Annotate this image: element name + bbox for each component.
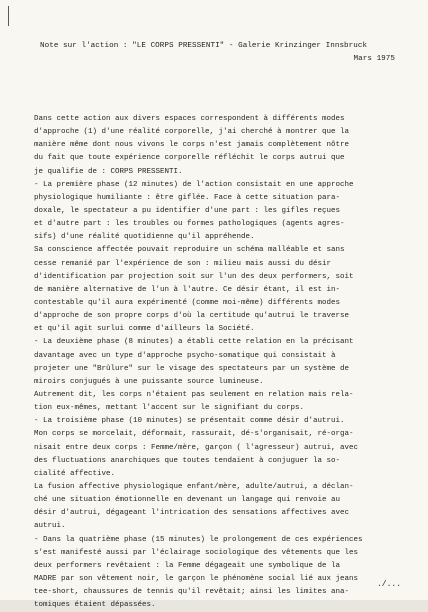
text-line: MADRE par son vêtement noir, le garçon le phénomène social lié aux jeans: [34, 574, 359, 583]
text-line: doxale, le spectateur a pu identifier d'une part : les gifles reçues: [34, 206, 341, 215]
text-line: nisait entre deux corps : Femme/mère, garçon ( l'agresseur) autrui, avec: [34, 443, 359, 452]
text-line: Dans cette action aux divers espaces correspondent à différents modes: [34, 115, 345, 123]
text-line: Mon corps se morcelait, déformait, rassurait, dé-s'organisait, ré-orga-: [34, 430, 354, 439]
header: [0, 0, 428, 90]
text-line: - La troisième phase (10 minutes) se présentait comme désir d'autrui.: [34, 417, 345, 426]
text-line: d'approche de son propre corps d'où la certitude qu'autrui le traverse: [34, 312, 350, 321]
text-line: tion eux-mêmes, mettant l'accent sur le signifiant du corps.: [34, 404, 305, 413]
text-line: davantage avec un type d'approche psycho-somatique qui consistait à: [34, 351, 336, 360]
text-line: d'identification par projection soit sur l'un des deux performers, soit: [34, 272, 354, 281]
text-line: - Dans la quatrième phase (15 minutes) le prolongement de ces expériences: [34, 535, 363, 544]
text-line: et qu'il agit surlui comme d'ailleurs la Société.: [34, 325, 255, 334]
text-line: - La première phase (12 minutes) de l'action consistait en une approche: [34, 180, 354, 189]
text-line: contestable qu'il aura expérimenté (comme moi-même) différents modes: [34, 298, 341, 307]
text-line: ché une situation émotionnelle en devenant un langage qui renvoie au: [34, 496, 341, 505]
text-line: de manière alternative de l'un à l'autre. Ce désir étant, il est in-: [34, 285, 341, 294]
text-line: - La deuxième phase (8 minutes) a établi cette relation en la précisant: [34, 338, 354, 347]
text-line: autrui.: [34, 522, 66, 531]
text-line: manière même dont nous vivons le corps n'est jamais complètement nôtre: [34, 141, 350, 150]
text-line: miroirs conjugués à une puissante source lumineuse.: [34, 377, 264, 386]
text-line: deux performers revêtaient : la Femme dégageait une symbolique de la: [34, 561, 341, 570]
text-line: d'approche (1) d'une réalité corporelle, j'ai cherché à montrer que la: [34, 128, 350, 137]
text-line: cialité affective.: [34, 469, 116, 478]
text-line: je qualifie de : CORPS PRESSENTI.: [34, 167, 183, 176]
text-line: sifs) d'une réalité quotidienne qu'il appréhende.: [34, 233, 255, 242]
text-line: tomiques étaient dépassées.: [34, 601, 156, 610]
body-text: [34, 113, 424, 612]
text-line: et d'autre part : les troubles ou formes pathologiques (agents agres-: [34, 220, 345, 229]
text-line: cesse remanié par l'expérience de son : milieu mais aussi du désir: [34, 259, 332, 268]
text-line: désir d'autrui, dégageant l'intrication des sensations affectives avec: [34, 509, 350, 518]
text-line: Sa conscience affectée pouvait reproduire un schéma malléable et sans: [34, 246, 345, 255]
text-line: des fluctuations anarchiques que toutes tendaient à conjuguer la so-: [34, 456, 341, 465]
text-line: du fait que toute expérience corporelle réfléchit le corps autrui que: [34, 154, 345, 163]
header-date: Mars 1975: [353, 55, 395, 63]
header-title: Note sur l'action : "LE CORPS PRESSENTI" - Galerie Krinzinger Innsbruck: [40, 42, 368, 50]
text-line: s'est manifesté aussi par l'éclairage sociologique des vêtements que les: [34, 548, 359, 557]
text-line: physiologique humiliante : être giflée. Face à cette situation para-: [34, 193, 341, 202]
text-line: La fusion affective physiologique enfant/mère, adulte/autrui, a déclan-: [34, 482, 354, 491]
text-line: Autrement dit, les corps n'étaient pas seulement en relation mais rela-: [34, 390, 354, 399]
text-line: projeter une "Brûlure" sur le visage des spectateurs par un système de: [34, 364, 350, 373]
text-line: tee-short, chaussures de tennis qu'il revêtait; ainsi les limites ana-: [34, 588, 350, 597]
continuation-mark: ./...: [376, 580, 401, 589]
